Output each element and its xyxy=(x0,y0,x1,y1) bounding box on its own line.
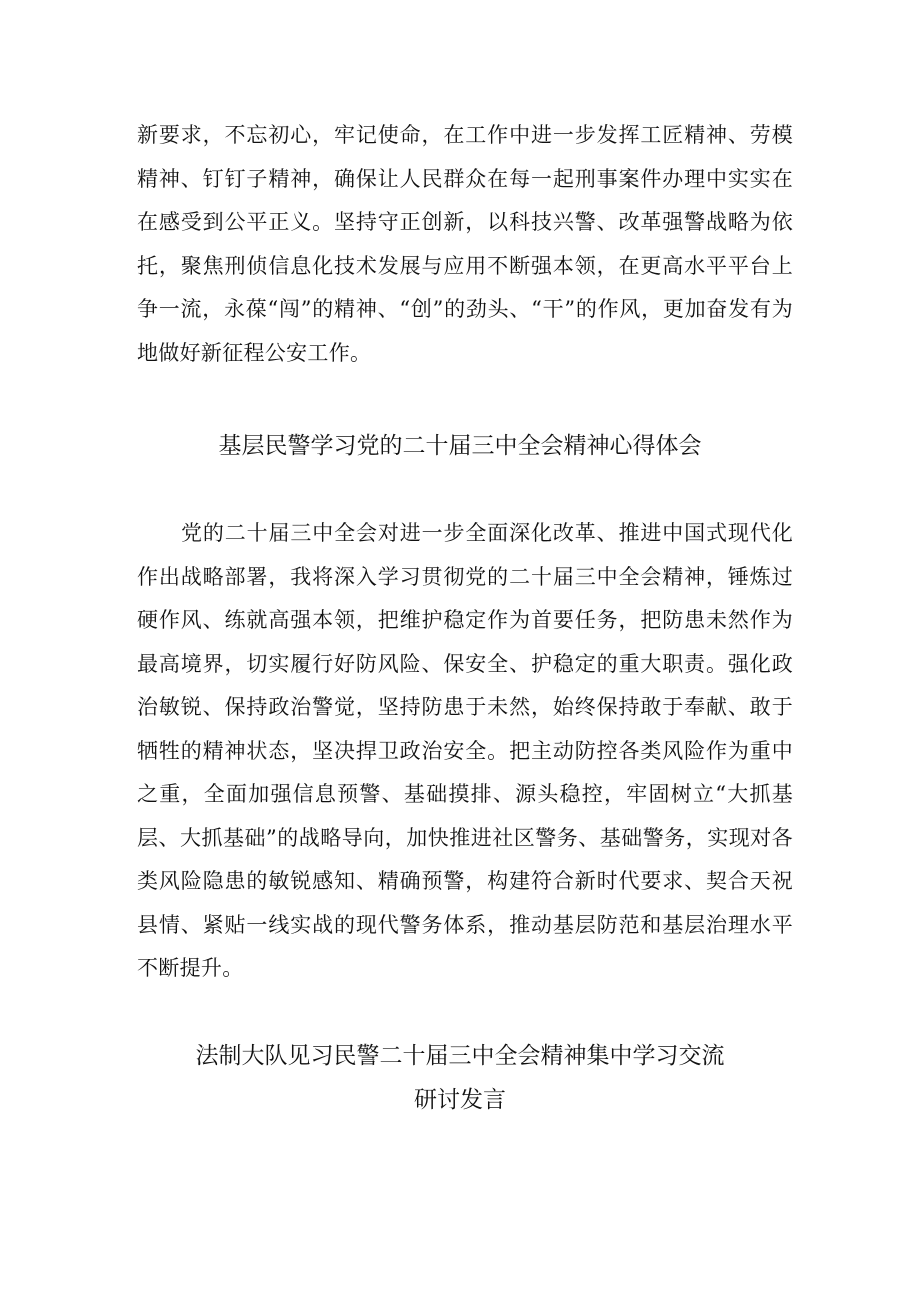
body-paragraph-continued: 新要求，不忘初心，牢记使命，在工作中进一步发挥工匠精神、劳模精神、钉钉子精神，确保让人民群众在每一起刑事案件办理中实实在在感受到公平正义。坚持守正创新，以科技兴警、改革强警战略为依托，聚焦刑侦信息化技术发展与应用不断强本领，在更高水平平台上争一流，永葆“闯”的精神、“创”的劲头、“干”的作风，更加奋发有为地做好新征程公安工作。 xyxy=(137,123,793,365)
section-heading-1: 基层民警学习党的二十届三中全会精神心得体会 xyxy=(218,433,702,459)
section-heading-2-line-2: 研讨发言 xyxy=(414,1087,506,1113)
section-heading-2-line-1: 法制大队见习民警二十届三中全会精神集中学习交流 xyxy=(195,1043,725,1069)
body-paragraph-2: 党的二十届三中全会对进一步全面深化改革、推进中国式现代化作出战略部署，我将深入学习贯彻党的二十届三中全会精神，锤炼过硬作风、练就高强本领，把维护稳定作为首要任务，把防患未然作为最高境界，切实履行好防风险、保安全、护稳定的重大职责。强化政治敏锐、保持政治警觉，坚持防患于未然，始终保持敢于奉献、敢于牺牲的精神状态，坚决捍卫政治安全。把主动防控各类风险作为重中之重，全面加强信息预警、基础摸排、源头稳控，牢固树立“大抓基层、大抓基础”的战略导向，加快推进社区警务、基础警务，实现对各类风险隐患的敏锐感知、精确预警，构建符合新时代要求、契合天祝县情、紧贴一线实战的现代警务体系，推动基层防范和基层治理水平不断提升。 xyxy=(137,521,793,980)
